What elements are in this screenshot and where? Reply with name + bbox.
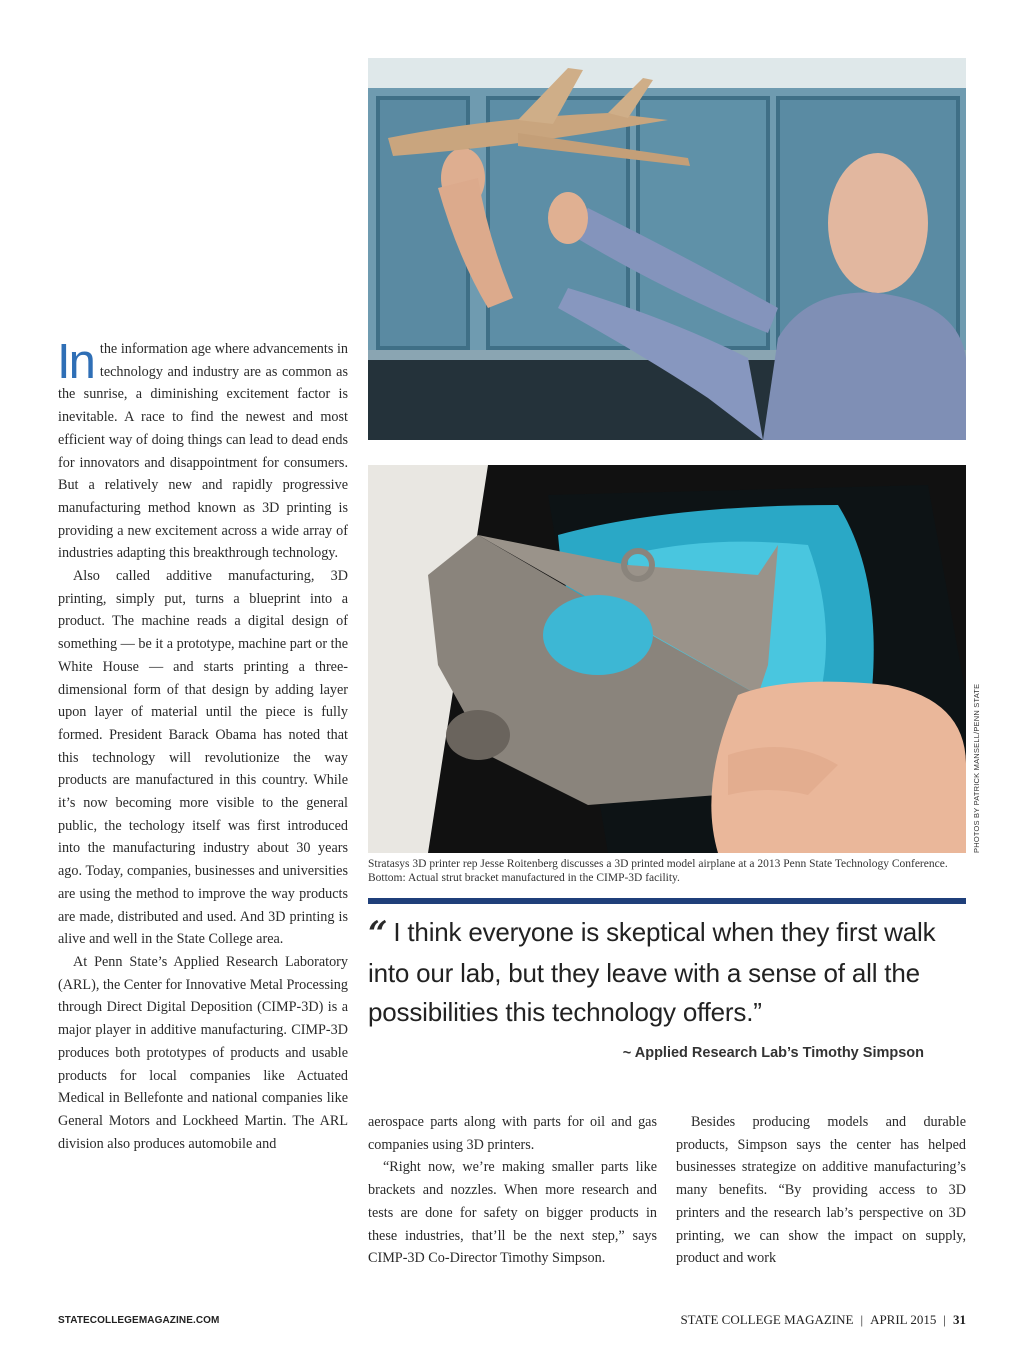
footer-divider-2: | <box>943 1312 946 1327</box>
photo-model-airplane-illustration <box>368 58 966 440</box>
pullquote-attribution: ~ Applied Research Lab’s Timothy Simpson <box>622 1045 924 1061</box>
article-column-left <box>57 335 348 1155</box>
photo-caption: Stratasys 3D printer rep Jesse Roitenberg discusses a 3D printed model airplane at a 2013 Penn State Technology Conference. Bottom: Actual strut bracket manufactured in the CIMP-3D facility. <box>368 858 948 884</box>
article-column-right <box>676 1111 966 1270</box>
page-number: 31 <box>953 1312 966 1327</box>
photo-credit: PHOTOS BY PATRICK MANSELL/PENN STATE <box>972 683 981 853</box>
article-paragraph-5: “Right now, we’re making smaller parts like brackets and nozzles. When more research and tests are done for safety on bigger products in these industries, that’ll be the next step,” says CIMP-3D Co-Director Timothy Simpson. <box>368 1159 657 1267</box>
drop-cap: In <box>57 335 94 389</box>
article-paragraph-3: At Penn State’s Applied Research Laboratory (ARL), the Center for Innovative Metal Processing through Direct Digital Deposition (CIMP-3D) is a major player in additive manufacturing. CIMP-3D produces both prototypes of products and usable products for local companies like Actuated Medical in Bellefonte and national companies like General Motors and Lockheed Martin. The ARL division also produces automobile and <box>58 953 348 1152</box>
pullquote <box>368 913 968 1032</box>
paragraph-1-text: the information age where advancements in technology and industry are as common as the sunrise, a diminishing excitement factor is inevitable. A race to find the newest and most efficient way of doing things can lead to dead ends for innovators and disappointment for consumers. But a relatively new and rapidly progressive manufacturing method known as 3D printing is providing a new excitement across a wide array of industries adapting this breakthrough technology. <box>58 341 348 562</box>
article-paragraph-6: Besides producing models and durable products, Simpson says the center has helped businesses strategize on additive manufacturing’s many benefits. “By providing access to 3D printers and the research lab’s perspective on 3D printing, we can show the impact on supply, product and work <box>676 1114 966 1267</box>
pullquote-text: I think everyone is skeptical when they first walk into our lab, but they leave with a sense of all the possibilities this technology offers.” <box>368 917 936 1027</box>
article-paragraph-1 <box>57 335 348 565</box>
article-paragraph-4: aerospace parts along with parts for oil and gas companies using 3D printers. <box>368 1114 657 1153</box>
footer-website: STATECOLLEGEMAGAZINE.COM <box>58 1315 220 1326</box>
pullquote-rule <box>368 898 966 904</box>
footer-issue: APRIL 2015 <box>870 1312 937 1327</box>
quote-mark: “ <box>368 914 388 954</box>
footer-divider: | <box>860 1312 864 1327</box>
article-column-middle <box>368 1111 657 1270</box>
photo-strut-bracket <box>368 465 966 853</box>
photo-model-airplane <box>368 58 966 440</box>
footer-folio <box>680 1312 966 1328</box>
article-paragraph-2: Also called additive manufacturing, 3D printing, simply put, turns a blueprint into a product. The machine reads a digital design of something — be it a prototype, machine part or the White House — and starts printing a three-dimensional form of that design by adding layer upon layer of material until the piece is fully formed. President Barack Obama has noted that this technology will revolutionize the way products are manufactured in this country. While it’s now becoming more visible to the general public, the techology itself was first introduced into the manufacturing industry about 30 years ago. Today, companies, businesses and universities are using the method to improve the way products are made, distributed and used. And 3D printing is alive and well in the State College area. <box>58 568 348 948</box>
photo-strut-bracket-illustration <box>368 465 966 853</box>
footer-magazine-name: STATE COLLEGE MAGAZINE <box>680 1312 854 1327</box>
